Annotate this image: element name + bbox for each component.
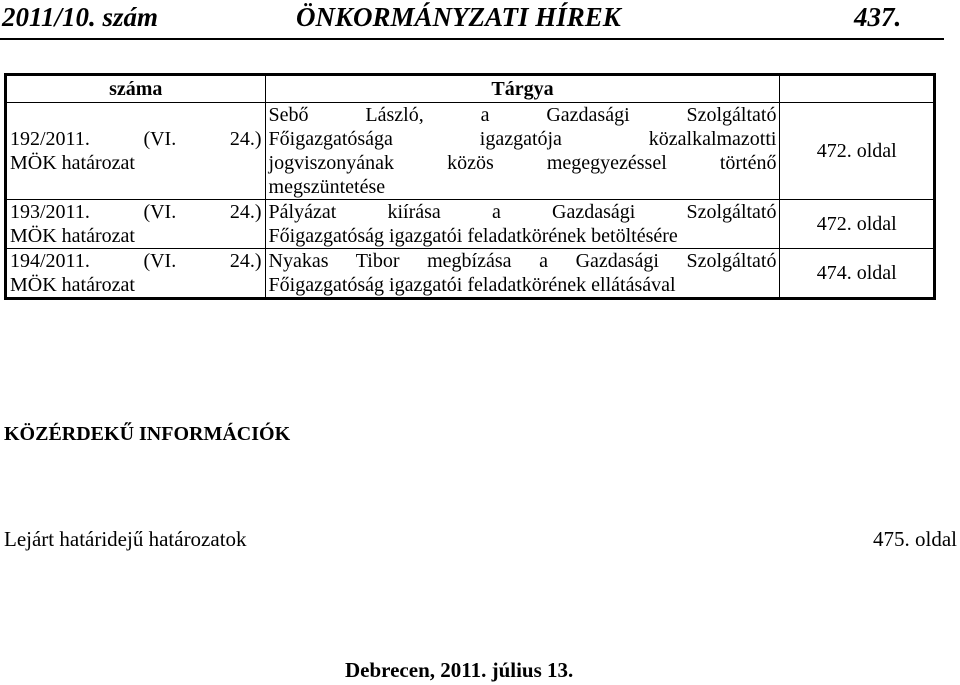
resolution-number [6, 249, 266, 299]
resolution-number [6, 200, 266, 249]
subject-line: Pályázat kiírása a Gazdasági Szolgáltató [268, 201, 777, 223]
running-header [0, 0, 944, 40]
subject-line: megszüntetése [268, 176, 386, 198]
publication-title: ÖNKORMÁNYZATI HÍREK [296, 2, 621, 32]
subject-line: Főigazgatóság igazgatói feladatkörének betöltésére [268, 225, 678, 247]
section-title: KÖZÉRDEKŰ INFORMÁCIÓK [4, 423, 291, 445]
resolution-subject [265, 200, 780, 249]
page-reference: 474. oldal [780, 249, 935, 299]
page-reference: 472. oldal [780, 103, 935, 200]
resolutions-table [4, 73, 936, 300]
resolution-type: MÖK határozat [10, 225, 135, 247]
table-row [6, 249, 935, 299]
table-row [6, 103, 935, 200]
resolution-number-line: 194/2011. (VI. 24.) [10, 250, 262, 272]
subject-line: Főigazgatóság igazgatói feladatkörének ellátásával [268, 274, 676, 296]
resolution-type: MÖK határozat [10, 152, 135, 174]
resolution-type: MÖK határozat [10, 274, 135, 296]
subject-line: Főigazgatósága igazgatója közalkalmazotti [268, 128, 777, 150]
place-and-date: Debrecen, 2011. július 13. [345, 658, 574, 682]
column-header-number: száma [6, 75, 266, 103]
section-entry-page: 475. oldal [873, 527, 957, 551]
page-reference: 472. oldal [780, 200, 935, 249]
issue-number: 2011/10. szám [2, 2, 159, 32]
page-number: 437. [854, 2, 902, 32]
column-header-subject: Tárgya [265, 75, 780, 103]
table-header-row [6, 75, 935, 103]
resolution-number-line: 192/2011. (VI. 24.) [10, 128, 262, 150]
resolution-number-line: 193/2011. (VI. 24.) [10, 201, 262, 223]
resolution-subject [265, 249, 780, 299]
resolution-subject [265, 103, 780, 200]
subject-line: Nyakas Tibor megbízása a Gazdasági Szolgáltató [268, 250, 777, 272]
subject-line: Sebő László, a Gazdasági Szolgáltató [268, 104, 777, 126]
section-entry-label: Lejárt határidejű határozatok [4, 527, 247, 551]
column-header-page [780, 75, 935, 103]
resolution-number [6, 103, 266, 200]
table-row [6, 200, 935, 249]
subject-line: jogviszonyának közös megegyezéssel történő [268, 152, 777, 174]
